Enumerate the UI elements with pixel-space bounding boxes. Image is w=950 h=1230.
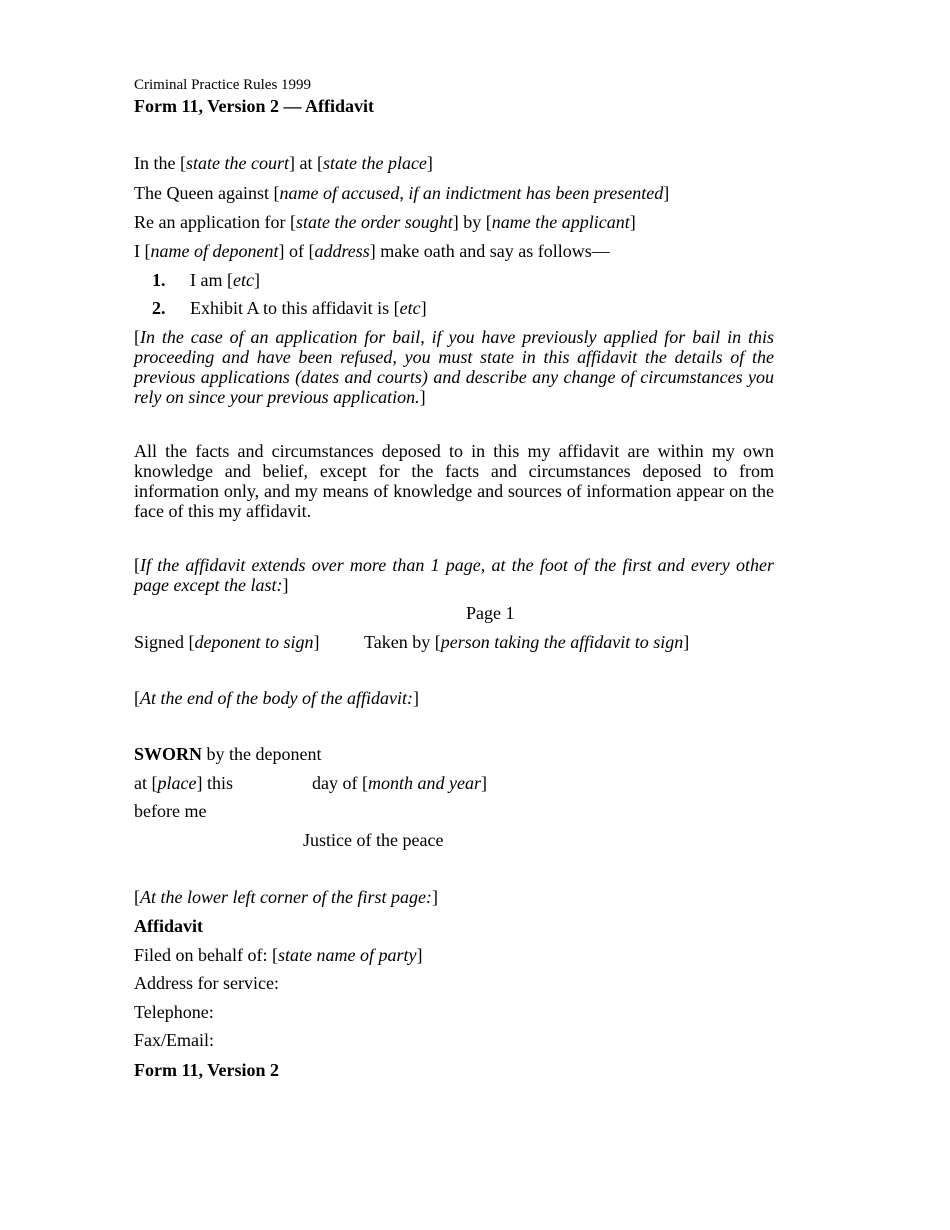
fax-email: Fax/Email:	[134, 1030, 214, 1050]
queen-against-line: The Queen against [name of accused, if an indictment has been presented]	[134, 183, 670, 203]
court-line: In the [state the court] at [state the place]	[134, 153, 433, 173]
form-title: Form 11, Version 2 — Affidavit	[134, 96, 375, 116]
address-for-service: Address for service:	[134, 973, 279, 993]
sworn-line: SWORN by the deponent	[134, 744, 322, 764]
taken-by-line: Taken by [person taking the affidavit to sign]	[364, 632, 690, 652]
rules-heading: Criminal Practice Rules 1999	[134, 77, 312, 93]
filed-on-behalf: Filed on behalf of: [state name of party]	[134, 945, 423, 965]
application-line: Re an application for [state the order sought] by [name the applicant]	[134, 212, 636, 232]
backsheet-form-label: Form 11, Version 2	[134, 1060, 280, 1080]
justice-of-peace: Justice of the peace	[303, 830, 444, 850]
facts-paragraph: All the facts and circumstances deposed to in this my affidavit are within my own knowledge and belief, except for the facts and circumstances deposed to from information only, and my means of knowledge and sources of information appear on the face of this my affidavit.	[134, 441, 774, 521]
end-note: [At the end of the body of the affidavit:]	[134, 688, 419, 708]
item-number: 1.	[152, 270, 166, 290]
telephone: Telephone:	[134, 1002, 214, 1022]
item-number: 2.	[152, 298, 166, 318]
sworn-day-line: day of [month and year]	[312, 773, 487, 793]
sworn-at-line: at [place] this	[134, 773, 233, 793]
corner-note: [At the lower left corner of the first page:]	[134, 887, 438, 907]
list-item: 2. Exhibit A to this affidavit is [etc]	[134, 298, 427, 318]
before-me: before me	[134, 801, 207, 821]
bail-note: [In the case of an application for bail, if you have previously applied for bail in this proceeding and have been refused, you must state in this affidavit the details of the previous applications (dates and courts) and describe any change of circumstances you rely on since your previous application.]	[134, 327, 774, 407]
list-item: 1. I am [etc]	[134, 270, 260, 290]
deponent-line: I [name of deponent] of [address] make oath and say as follows—	[134, 241, 610, 261]
signed-line: Signed [deponent to sign]	[134, 632, 320, 652]
page-number: Page 1	[466, 603, 515, 623]
multipage-note: [If the affidavit extends over more than 1 page, at the foot of the first and every other page except the last:]	[134, 555, 774, 595]
backsheet-title: Affidavit	[134, 916, 203, 936]
